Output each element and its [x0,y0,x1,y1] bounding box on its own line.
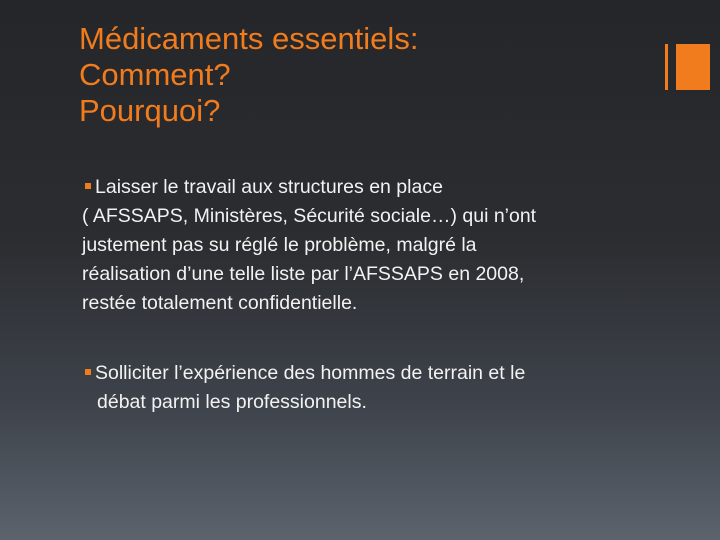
square-bullet-icon [85,369,91,375]
slide-body [82,173,662,458]
accent-bar-thick [676,44,710,90]
bullet-line [82,173,662,202]
bullet-text: Laisser le travail aux structures en place [95,176,443,198]
title-line-1: Médicaments essentiels: [79,21,419,56]
title-line-3: Pourquoi? [79,93,221,128]
bullet-line [82,359,662,388]
square-bullet-icon [85,183,91,189]
bullet-line: ( AFSSAPS, Ministères, Sécurité sociale…) qui n’ont [82,205,537,227]
bullet-item-1 [82,173,662,318]
bullet-line: justement pas su réglé le problème, malgré la [82,234,477,256]
title-line-2: Comment? [79,57,231,92]
bullet-line: restée totalement confidentielle. [82,292,358,314]
slide-title [79,21,639,129]
bullet-text: Solliciter l’expérience des hommes de terrain et le [95,362,526,384]
bullet-line: débat parmi les professionnels. [97,391,367,413]
bullet-item-2 [82,359,662,417]
bullet-line: réalisation d’une telle liste par l’AFSSAPS en 2008, [82,263,525,285]
accent-bar-thin [665,44,668,90]
